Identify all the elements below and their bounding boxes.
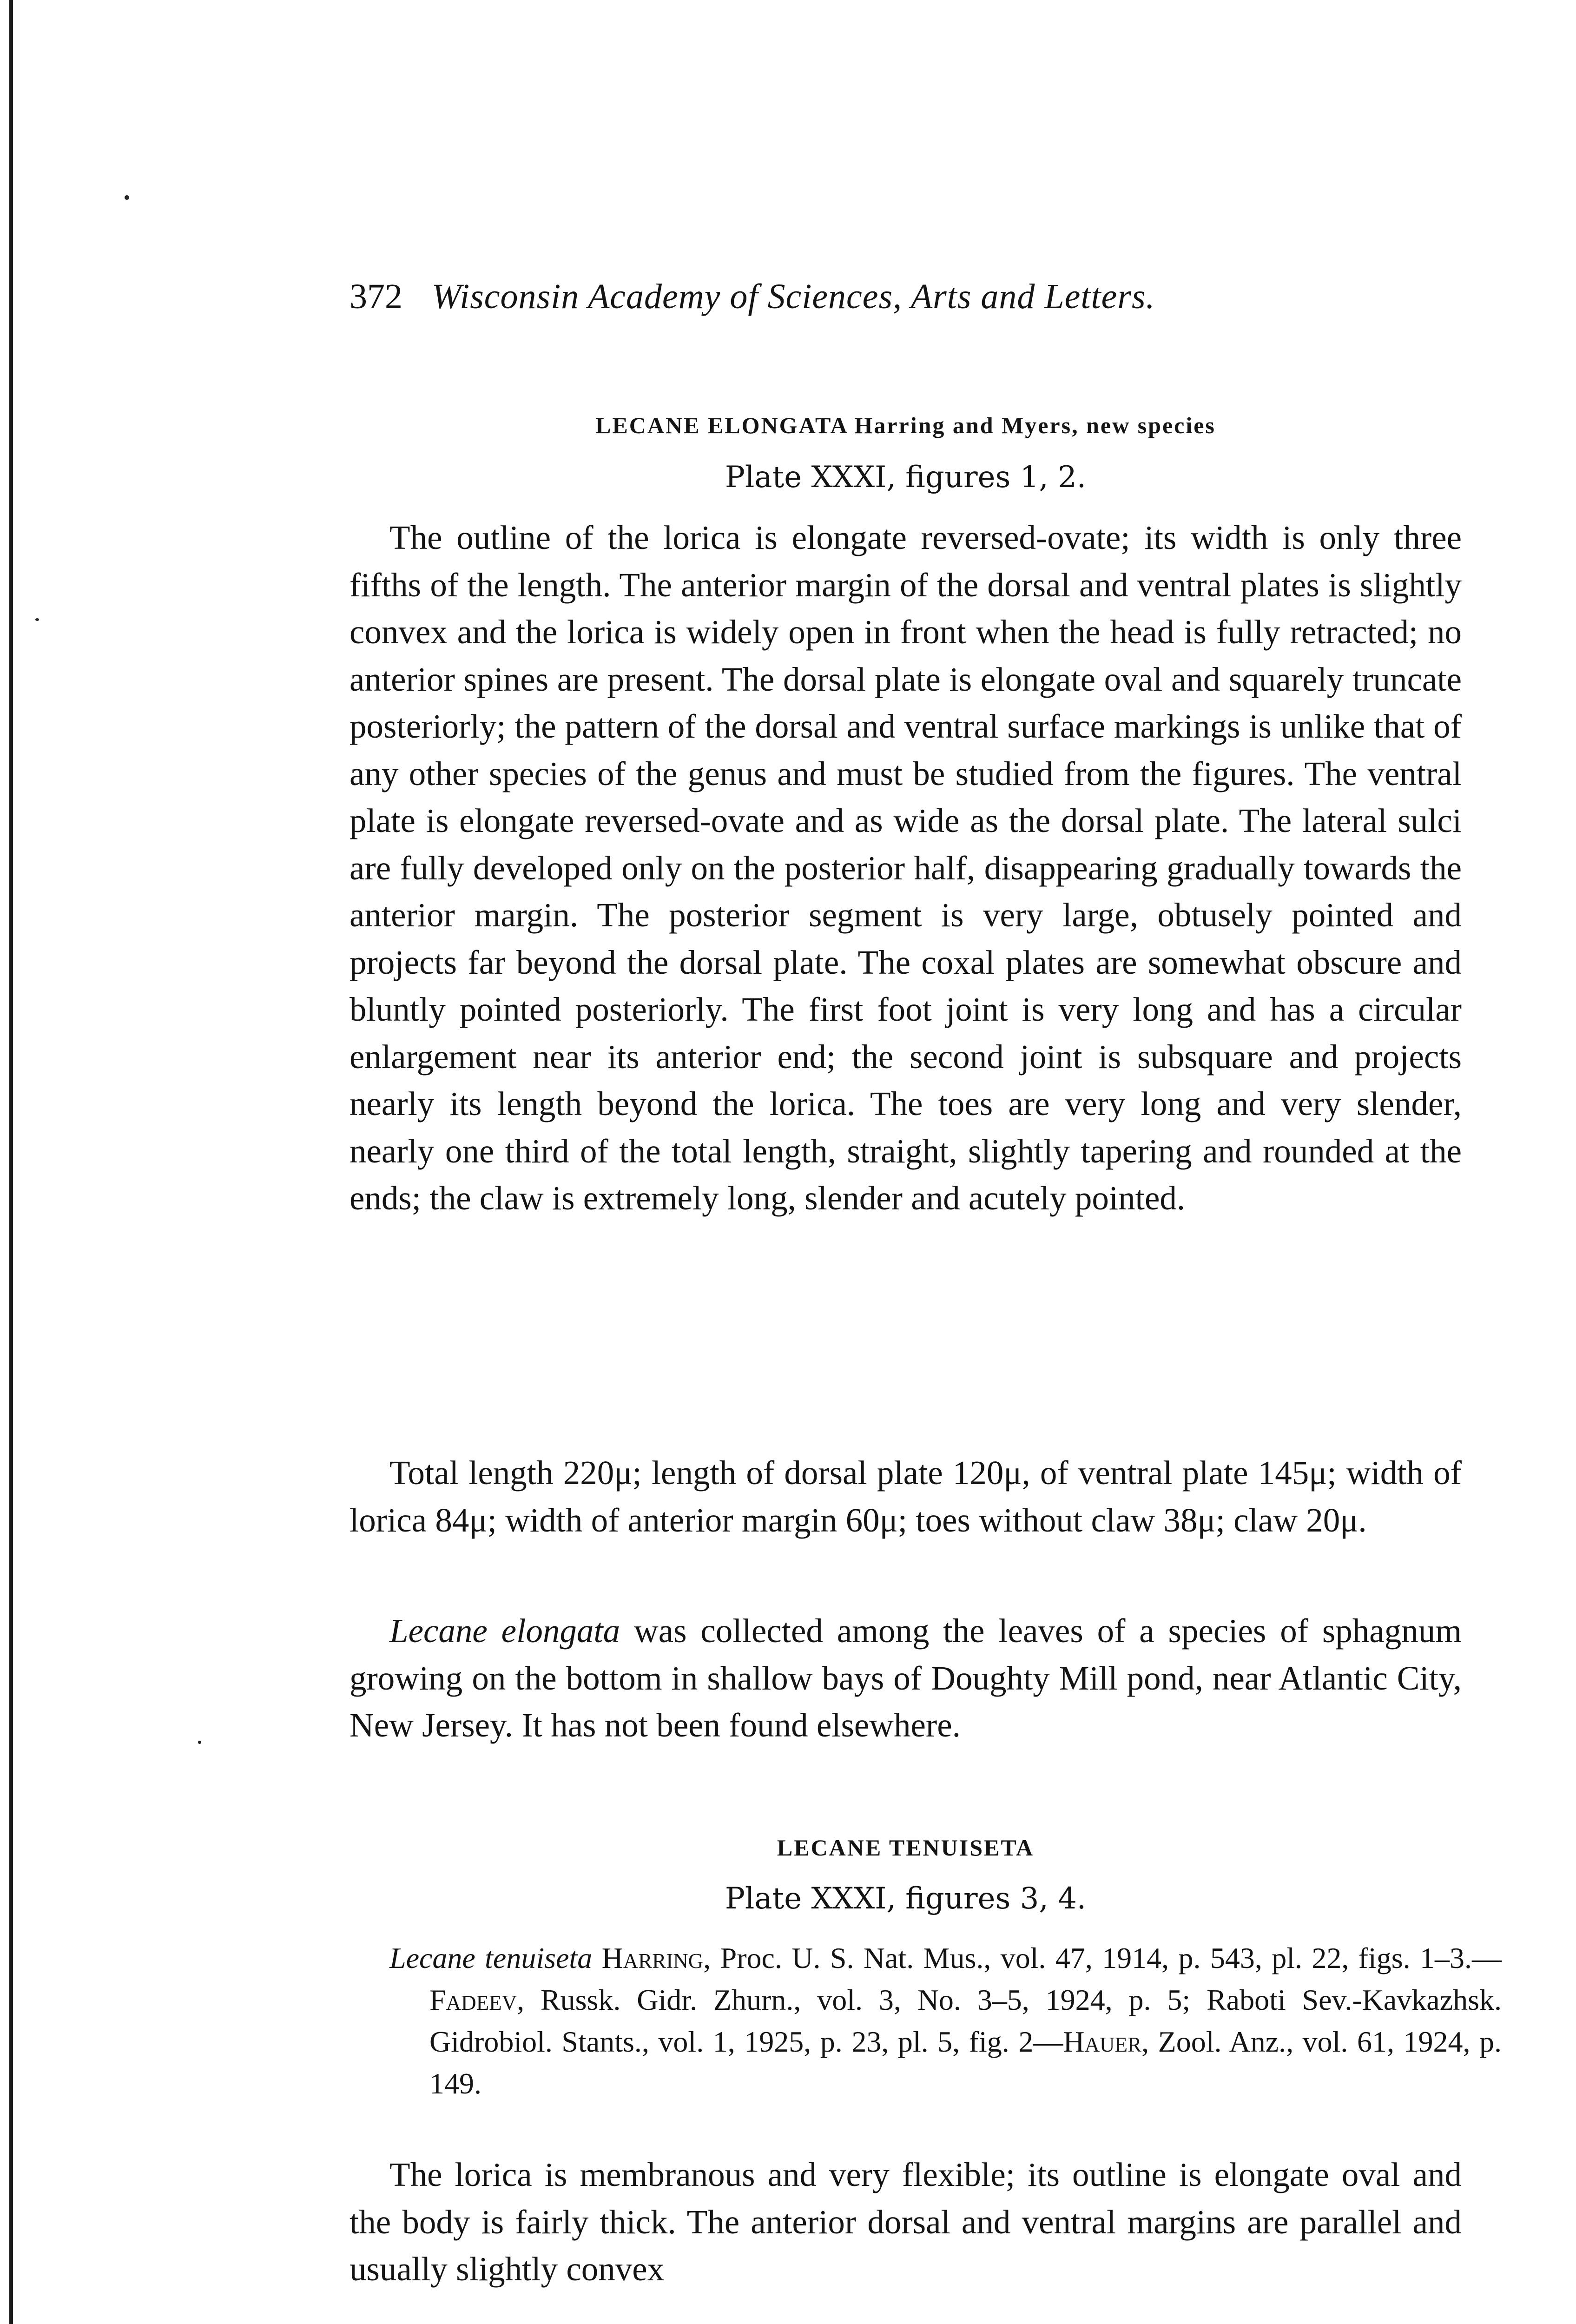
running-head — [349, 274, 1462, 319]
species-name-italic: Lecane elongata — [389, 1612, 620, 1650]
bib-reference-2: , Russk. Gidr. Zhurn., vol. 3, No. 3–5, 1924, p. 5; Raboti Sev.-Kavkazhsk. Gidrobiol. Stants., vol. 1, 1925, p. 23, pl. 5, fig. 2— — [429, 1983, 1502, 2058]
scan-speck — [125, 195, 129, 200]
plate-reference-1: Plate XXXI, figures 1, 2. — [725, 460, 1087, 495]
bibliography-entry — [389, 1937, 1502, 2105]
scan-speck — [198, 1741, 201, 1744]
bib-author-fadeev: Fadeev — [429, 1983, 517, 2016]
page-edge-border — [9, 0, 13, 2324]
habitat-text: was collected among the leaves of a species of sphagnum growing on the bottom in shallow bays of Doughty Mill pond, near Atlantic City, New Jersey. It has not been found elsewhere. — [349, 1612, 1462, 1744]
bib-reference-1: , Proc. U. S. Nat. Mus., vol. 47, 1914, p. 543, pl. 22, figs. 1–3.— — [703, 1941, 1502, 1974]
scan-speck — [35, 618, 39, 621]
habitat-paragraph — [349, 1607, 1462, 1749]
description-paragraph-lecane-tenuiseta: The lorica is membranous and very flexible; its outline is elongate oval and the body is fairly thick. The anterior dorsal and ventral margins are parallel and usually slightly convex — [349, 2156, 1462, 2288]
bib-author-hauer: Hauer — [1063, 2025, 1142, 2058]
species-heading-lecane-elongata: LECANE ELONGATA Harring and Myers, new species — [595, 412, 1216, 438]
page-number: 372 — [349, 277, 402, 316]
species-heading-lecane-tenuiseta: LECANE TENUISETA — [777, 1835, 1035, 1861]
journal-title: Wisconsin Academy of Sciences, Arts and Letters. — [432, 277, 1155, 316]
bib-species-name: Lecane tenuiseta — [389, 1941, 593, 1974]
plate-reference-2: Plate XXXI, figures 3, 4. — [725, 1882, 1087, 1916]
bib-reference-3: , Zool. Anz., vol. 61, 1924, p. 149. — [429, 2025, 1502, 2100]
measurements-paragraph: Total length 220μ; length of dorsal plate 120μ, of ventral plate 145μ; width of lorica 84μ; width of anterior margin 60μ; toes without claw 38μ; claw 20μ. — [349, 1454, 1462, 1539]
description-paragraph-lecane-elongata: The outline of the lorica is elongate reversed-ovate; its width is only three fifths of the length. The anterior margin of the dorsal and ventral plates is slightly convex and the lorica is widely open in front when the head is fully retracted; no anterior spines are present. The dorsal plate is elongate oval and squarely truncate posteriorly; the pattern of the dorsal and ventral surface markings is unlike that of any other species of the genus and must be studied from the figures. The ventral plate is elongate reversed-ovate and as wide as the dorsal plate. The lateral sulci are fully developed only on the posterior half, disappearing gradually towards the anterior margin. The posterior segment is very large, obtusely pointed and projects far beyond the dorsal plate. The coxal plates are somewhat obscure and bluntly pointed posteriorly. The first foot joint is very long and has a circular enlargement near its anterior end; the second joint is subsquare and projects nearly its length beyond the lorica. The toes are very long and very slender, nearly one third of the total length, straight, slightly tapering and rounded at the ends; the claw is extremely long, slender and acutely pointed. — [349, 519, 1462, 1217]
bib-author-harring: Harring — [601, 1941, 704, 1974]
